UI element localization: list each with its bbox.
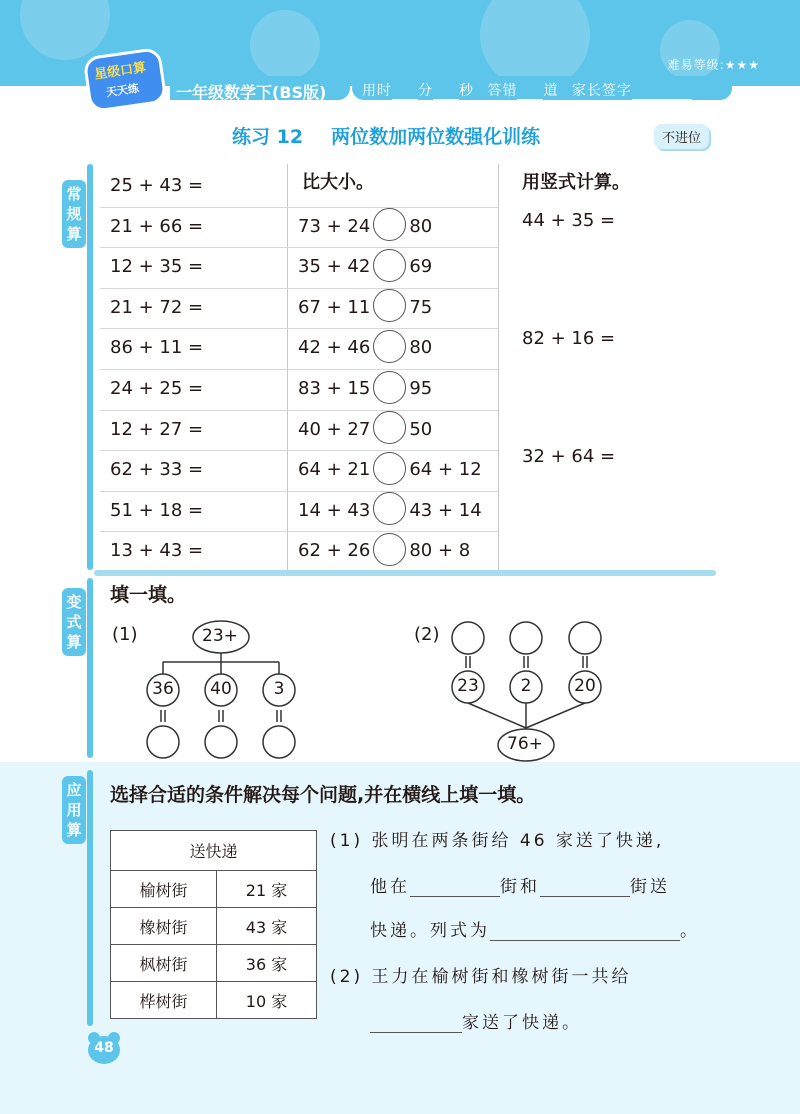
d2-branch <box>526 703 585 728</box>
compare-problem: 40 + 27 50 <box>298 410 432 450</box>
d2-node-label: 2 <box>520 676 532 696</box>
calc-problem: 12 + 27 = <box>110 418 204 440</box>
d1-answer-circle <box>147 726 179 758</box>
compare-problem: 73 + 24 80 <box>298 207 432 247</box>
compare-problem: 62 + 26 80 + 8 <box>298 531 470 571</box>
side-label-variant: 变 式 算 <box>62 588 86 656</box>
calc-problem: 51 + 18 = <box>110 499 204 521</box>
answer-blank[interactable] <box>490 923 680 941</box>
application-title: 选择合适的条件解决每个问题,并在横线上填一填。 <box>110 784 536 806</box>
delivery-table <box>110 830 317 1019</box>
vertical-problem: 32 + 64 = <box>522 446 616 467</box>
d1-node-label: 36 <box>152 679 174 699</box>
calc-problem: 12 + 35 = <box>110 256 204 278</box>
d1-node-label: 3 <box>273 679 285 699</box>
compare-title: 比大小。 <box>302 172 374 193</box>
difficulty-rating: 难易等级:★★★ <box>667 58 760 72</box>
calc-problem: 25 + 43 = <box>110 175 204 196</box>
compare-problem: 35 + 42 69 <box>298 247 432 287</box>
compare-problem: 64 + 21 64 + 12 <box>298 450 482 490</box>
compare-problem: 67 + 11 75 <box>298 288 432 328</box>
d2-answer-circle <box>452 622 484 654</box>
question-2-text: (2) 王力在榆树街和橡树街一共给 <box>330 967 632 987</box>
question-1-text: (1) 张明在两条街给 46 家送了快递, <box>330 831 665 851</box>
calc-problem: 86 + 11 = <box>110 337 204 359</box>
page-number: 48 <box>84 1030 124 1066</box>
logo-text-1: 星级口算 <box>93 60 148 83</box>
side-label-routine: 常 规 算 <box>62 180 86 248</box>
diagram-1-label: (1) <box>112 624 138 645</box>
vertical-problem: 44 + 35 = <box>522 210 616 231</box>
table-row: 枫树街 36 家 <box>111 945 317 982</box>
answer-blank[interactable] <box>370 1015 462 1033</box>
stats-fields: 用时 分 秒 答错 道 家长签字 <box>362 80 692 100</box>
compare-problem: 83 + 15 95 <box>298 369 432 409</box>
fill-in-title: 填一填。 <box>110 584 187 606</box>
d2-answer-circle <box>510 622 542 654</box>
d2-node-label: 23 <box>457 676 479 696</box>
calc-problem: 21 + 66 = <box>110 215 204 237</box>
answer-blank[interactable] <box>540 879 630 897</box>
question-1-line2: 他在 街和 街送 <box>370 877 670 897</box>
d1-top-label: 23+ <box>202 626 238 646</box>
question-2-line2: 家送了快递。 <box>370 1008 582 1033</box>
d2-node-label: 20 <box>574 676 596 696</box>
no-carry-tag: 不进位 <box>654 124 709 149</box>
calc-problem: 62 + 33 = <box>110 459 204 481</box>
compare-problem: 42 + 46 80 <box>298 328 432 368</box>
book-title: 一年级数学下(BS版) <box>176 83 327 102</box>
answer-blank[interactable] <box>410 879 500 897</box>
compare-problem: 14 + 43 43 + 14 <box>298 491 482 531</box>
table-header: 送快递 <box>111 831 317 871</box>
d1-answer-circle <box>263 726 295 758</box>
section3-bar <box>87 770 93 1026</box>
calc-problem: 21 + 72 = <box>110 296 204 318</box>
logo-text-2: 天天练 <box>105 81 140 100</box>
question-1-line3: 快递。列式为 。 <box>370 921 700 941</box>
star-icon: ★★★ <box>724 58 760 72</box>
d1-node-label: 40 <box>210 679 232 699</box>
table-row: 榆树街 21 家 <box>111 871 317 908</box>
d2-branch <box>468 703 526 728</box>
d2-answer-circle <box>569 622 601 654</box>
calc-problem: 24 + 25 = <box>110 378 204 399</box>
table-row: 桦树街 10 家 <box>111 982 317 1019</box>
d2-bottom-label: 76+ <box>507 734 543 754</box>
vertical-problem: 82 + 16 = <box>522 328 616 349</box>
diagram-2-label: (2) <box>414 624 440 645</box>
side-label-application: 应 用 算 <box>62 776 86 844</box>
table-row: 橡树街 43 家 <box>111 908 317 945</box>
vertical-title: 用竖式计算。 <box>522 172 630 193</box>
calc-problem: 13 + 43 = <box>110 540 204 562</box>
d1-answer-circle <box>205 726 237 758</box>
lesson-title: 练习 12 两位数加两位数强化训练 <box>232 126 541 148</box>
